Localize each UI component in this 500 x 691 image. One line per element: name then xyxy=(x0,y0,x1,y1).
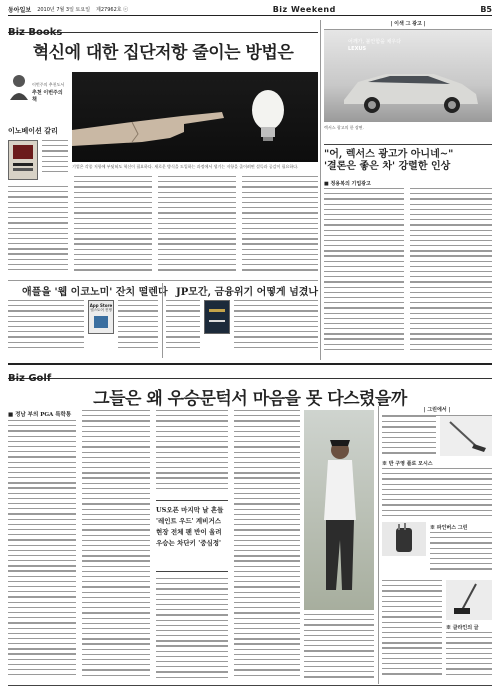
green-item-3: ※ 클라인의 글 xyxy=(446,625,479,631)
club-photo-2 xyxy=(382,522,426,556)
review-left-col1 xyxy=(8,300,84,356)
ad-column xyxy=(324,20,492,360)
golf-club-icon xyxy=(440,416,492,456)
masthead-left xyxy=(8,5,128,14)
green-box xyxy=(382,406,492,682)
golf-headline: 그들은 왜 우승문턱서 마음을 못 다스렸을까 xyxy=(93,389,407,409)
books-section-bar xyxy=(8,20,318,38)
ad-brand: LEXUS xyxy=(348,46,367,52)
green-box-text-4 xyxy=(382,580,442,680)
review-col-1 xyxy=(8,186,68,276)
pull-quote-line4: 우승는 차단키 '중심정' xyxy=(156,539,222,547)
columnist-intro: 이번주의 추천도서 xyxy=(32,82,65,87)
masthead xyxy=(8,4,492,16)
page-number: B5 xyxy=(480,5,492,14)
books-headline: 혁신에 대한 집단저항 줄이는 방법은 xyxy=(32,43,294,63)
hand-lightbulb-photo xyxy=(72,72,318,162)
book-info-text xyxy=(42,140,68,180)
golf-sub-column: ■ 정남 부의 PGA 특학통 xyxy=(8,412,72,418)
book-cover xyxy=(8,140,38,180)
review-col-2 xyxy=(74,176,152,276)
hand-icon xyxy=(72,72,318,162)
review-right-title: JP모간, 금융위기 어떻게 넘겼나 xyxy=(176,287,319,298)
golf-col-3-top xyxy=(156,410,228,496)
green-item-1: ※ 반 구영 플로 모시스 xyxy=(382,461,433,467)
ad-box-label: | 이색 그 광고 | xyxy=(324,20,492,30)
green-box-label: | 그린에서 | xyxy=(382,406,492,416)
putter-icon xyxy=(446,580,492,620)
review-col-3 xyxy=(158,176,236,276)
review-right-cover xyxy=(204,300,230,334)
golf-col-2 xyxy=(82,410,150,682)
review-left-book-sub: 앱스토어 전쟁 xyxy=(90,308,112,312)
review-left-book-name: App Store xyxy=(89,303,113,308)
review-right-col1 xyxy=(166,300,200,356)
golfer-photo xyxy=(304,410,374,610)
golf-section-bar xyxy=(8,366,492,384)
ad-quote-line2: '결론은 좋은 차' 강렬한 인상 xyxy=(324,161,451,172)
ad-byline: ■ 정용복의 기업광고 xyxy=(324,181,371,187)
green-box-text-1 xyxy=(382,416,436,456)
book-title: 이노베이션 갈리 xyxy=(8,126,58,135)
ad-quote-line1: "어, 렉서스 광고가 아니네~" xyxy=(324,149,454,160)
pull-quote-line3: 현장 전체 팬 반이 올려 xyxy=(156,528,222,536)
section-title: Biz Weekend xyxy=(272,5,336,14)
photo-caption: 기업은 각종 저항에 부딪혀도 혁신이 필요하다. 새로운 방식을 도입하는 과정에서 생기는 저항을 줄이려면 설득과 공감이 필요하다. xyxy=(72,164,299,169)
golf-pull-quote xyxy=(156,500,228,572)
paper-name: 동아일보 xyxy=(8,7,32,14)
club-photo-1 xyxy=(440,416,492,456)
golfer-icon xyxy=(304,410,374,610)
review-left-cover xyxy=(88,300,114,334)
golf-section-label: Biz Golf xyxy=(8,373,52,384)
footer-rule xyxy=(8,685,492,686)
issue-date: 2010년 7월 3일 토요일 xyxy=(37,7,91,13)
car-icon xyxy=(324,30,492,122)
review-col-4 xyxy=(242,176,318,276)
columnist-photo xyxy=(8,72,30,100)
pull-quote-line2: '레인트 우드' 계비거스 xyxy=(156,517,222,525)
review-left-col2 xyxy=(118,300,158,356)
green-box-text-5 xyxy=(446,632,492,680)
columnist-profile xyxy=(8,72,68,122)
golf-col-4 xyxy=(234,410,300,682)
golf-col-1 xyxy=(8,420,76,682)
golf-bag-icon xyxy=(382,522,426,556)
issue-number: 제27962호 ⓒ xyxy=(96,7,129,13)
lexus-ad-photo xyxy=(324,30,492,122)
golf-col-3-bottom xyxy=(156,578,228,682)
columnist-name: 추천 이번주의 책 xyxy=(32,90,63,103)
ad-text-col2 xyxy=(410,188,492,358)
review-left-title: 애플을 '웹 이코노미' 잔치 떨렌다 xyxy=(22,287,168,298)
ad-text-col1 xyxy=(324,188,404,358)
pull-quote-line1: US오픈 마지막 날 흔들 xyxy=(156,506,224,514)
green-item-2: ※ 파인버스 그린 xyxy=(430,525,468,531)
ad-caption: 렉서스 광고의 한 장면. xyxy=(324,125,364,130)
green-box-text-3 xyxy=(430,532,492,576)
golfer-caption-text xyxy=(304,614,374,682)
review-right-col2 xyxy=(234,300,318,356)
green-box-text-2 xyxy=(382,468,492,518)
ad-car-text: 어깨가, 불안함을 채우다 xyxy=(348,39,402,45)
club-photo-3 xyxy=(446,580,492,620)
books-section-label: Biz Books xyxy=(8,27,63,38)
